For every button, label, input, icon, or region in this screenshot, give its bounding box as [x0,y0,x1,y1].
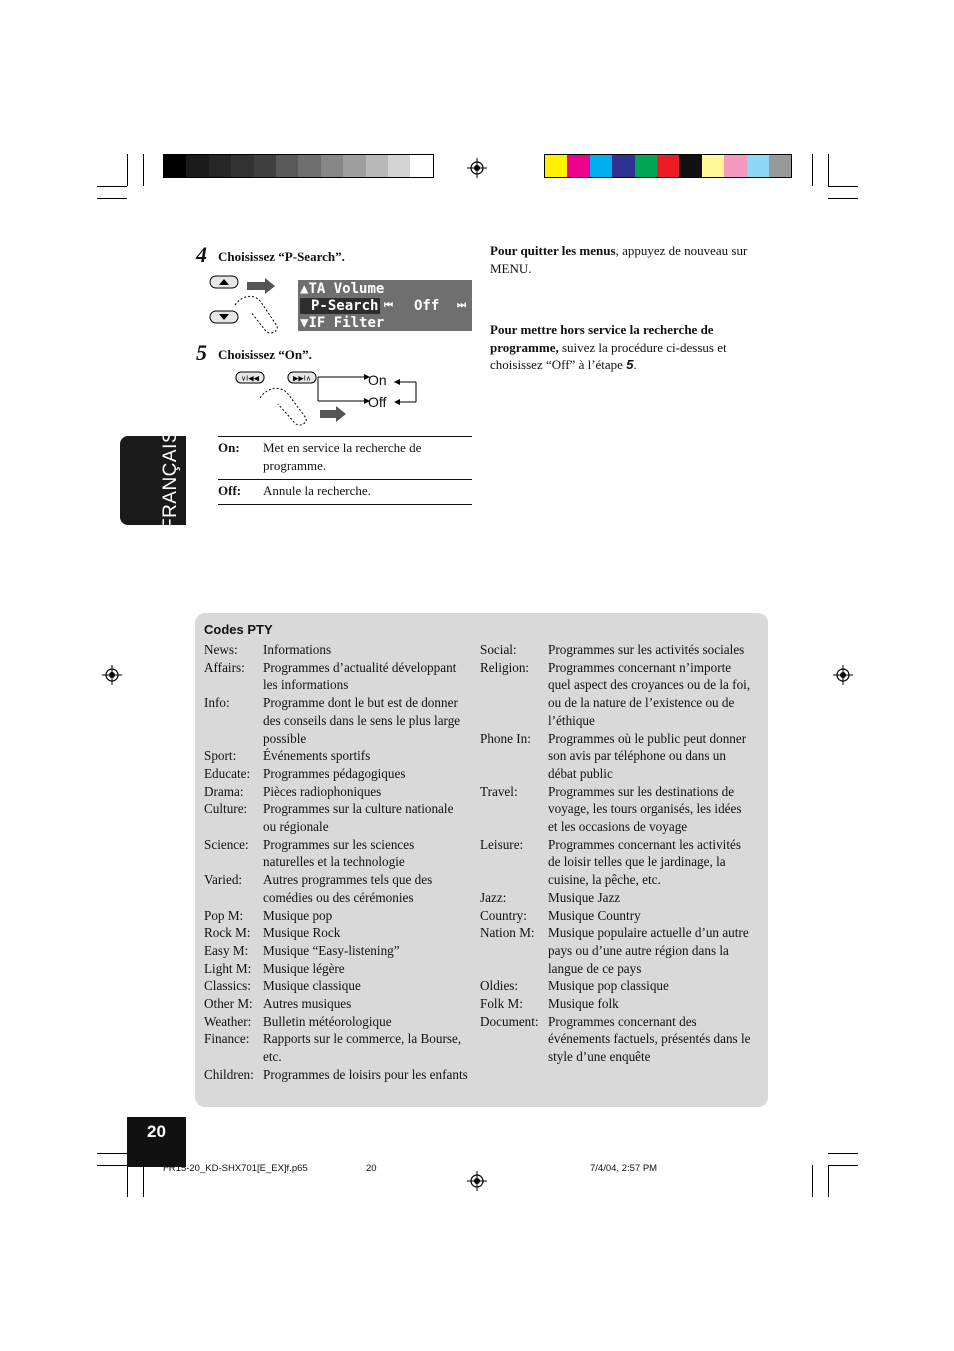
pty-description: Programmes de loisirs pour les enfants [263,1066,468,1082]
pty-entry [204,694,468,747]
crop-mark [812,1165,813,1197]
gray-swatch [343,155,365,177]
pty-description: Autres programmes tels que des comédies ou des cérémonies [263,872,433,905]
pty-description: Programmes sur les sciences naturelles et la technologie [263,836,415,870]
crop-mark [828,1165,829,1197]
pty-entry [480,907,752,925]
next-icon: ⏭ [457,300,466,311]
gray-swatch [410,155,432,177]
registration-mark-icon [467,158,487,178]
pty-entry [204,641,468,659]
pty-code: Country: [480,907,527,923]
pty-description: Musique Rock [263,925,341,941]
left-right-buttons-illustration [230,366,422,428]
gray-swatch [231,155,253,177]
pty-entry [204,924,468,942]
pty-entry [480,730,752,783]
pty-entry [480,783,752,836]
pty-description: Bulletin météorologique [263,1013,392,1029]
color-swatch [769,155,791,177]
pty-codes-title: Codes PTY [204,622,273,637]
gray-swatch [388,155,410,177]
page-number: 20 [127,1117,186,1167]
pty-code: Info: [204,695,230,711]
gray-swatch [186,155,208,177]
pty-code: Nation M: [480,925,535,941]
scroll-up-icon: ▲ [300,281,309,297]
gray-swatch [366,155,388,177]
pty-code: News: [204,642,238,657]
pty-code: Travel: [480,783,518,799]
definition-key: Off: [218,483,242,498]
scroll-down-icon: ▼ [300,315,309,331]
svg-text:▶▶I∧: ▶▶I∧ [293,374,311,383]
pty-description: Programmes pédagogiques [263,765,406,781]
pty-entry [480,836,752,889]
pty-description: Programmes où le public peut donner son avis par téléphone ou dans un débat public [548,730,747,781]
crop-mark [97,186,127,187]
lcd-display [298,280,472,331]
pty-description: Rapports sur le commerce, la Bourse, etc. [263,1031,462,1065]
step-5-number: 5 [196,340,207,365]
crop-mark [97,1165,127,1166]
pty-description: Programmes sur les destinations de voyage, les tours organisés, les idées et les occasions de voyage [548,783,742,835]
pty-code: Folk M: [480,996,523,1012]
pty-description: Musique légère [263,960,345,976]
gray-swatch [254,155,276,177]
pty-code: Sport: [204,748,237,764]
pty-code: Varied: [204,872,243,888]
pty-entry [480,995,752,1013]
crop-mark [828,198,858,199]
diagram-off-label: Off [368,394,387,410]
pty-entry [204,747,468,765]
pty-entry [204,836,468,871]
pty-description: Programmes sur la culture nationale ou régionale [263,801,454,835]
gray-swatch [298,155,320,177]
step-5-text: Choisissez “On”. [218,347,312,362]
language-tab-label: FRANÇAIS [160,429,181,531]
color-swatch [545,155,567,177]
crop-mark [828,154,829,186]
pty-entry [204,765,468,783]
color-swatch [657,155,679,177]
pty-entry [480,641,752,659]
diagram-on-label: On [368,372,387,388]
gray-swatch [276,155,298,177]
pty-description: Musique pop classique [548,978,669,994]
definition-value: Annule la recherche. [263,483,371,498]
pty-entry [204,960,468,978]
color-swatch [590,155,612,177]
pty-entry [204,1030,468,1065]
grayscale-calibration-bar [163,154,434,178]
pty-code: Pop M: [204,907,244,923]
pty-codes-left-column [204,641,468,1084]
color-swatch [612,155,634,177]
pty-entry [480,924,752,977]
crop-mark [828,1165,858,1166]
crop-mark [97,1153,127,1154]
pty-entry [480,977,752,995]
pty-entry [204,783,468,801]
pty-description: Musique classique [263,978,361,994]
crop-mark [143,1165,144,1197]
disable-search-text: suivez la procédure ci-dessus et choisissez “Off” à l’étape [490,339,727,372]
up-down-buttons-illustration [207,272,297,336]
pty-code: Religion: [480,659,530,675]
pty-description: Musique populaire actuelle d’un autre pays ou d’une autre région dans la langue de ce pays [548,925,749,976]
lcd-row-2-label: P-Search [300,298,380,314]
definition-key: On: [218,440,240,455]
pty-description: Événements sportifs [263,748,371,764]
lcd-row-1 [300,281,384,297]
quit-menus-heading: Pour quitter les menus [490,243,616,258]
crop-mark [127,154,128,186]
footer-page: 20 [366,1163,377,1174]
gray-swatch [209,155,231,177]
lcd-row-2 [300,298,470,314]
pty-description: Informations [263,642,332,657]
quit-menus-text: , appuyez de nouveau sur MENU. [490,243,748,276]
pty-entry [204,995,468,1013]
pty-code: Children: [204,1066,254,1082]
step-4-text: Choisissez “P-Search”. [218,249,345,264]
color-swatch [567,155,589,177]
prev-icon: ⏮ [384,300,393,311]
pty-description: Programmes concernant les activités de loisir telles que le jardinage, la cuisine, la pêche, etc. [548,836,741,888]
pty-entry [204,907,468,925]
color-swatch [724,155,746,177]
pty-code: Leisure: [480,836,524,852]
disable-search-heading: Pour mettre hors service la recherche de programme, [490,322,714,355]
pty-description: Musique pop [263,907,333,923]
footer-filename: FR15-20_KD-SHX701[E_EX]f.p65 [163,1163,308,1174]
crop-mark [143,154,144,186]
definition-value: Met en service la recherche de programme. [263,440,422,473]
lcd-row-2-value: Off [414,298,440,314]
pty-code: Rock M: [204,925,251,941]
color-swatch [747,155,769,177]
pty-code: Jazz: [480,889,507,905]
pty-description: Musique Jazz [548,889,621,905]
pty-code: Easy M: [204,942,249,958]
step-4-number: 4 [196,242,207,267]
pty-entry [480,659,752,730]
pty-code: Document: [480,1013,539,1029]
pty-code: Science: [204,836,249,852]
pty-description: Programmes concernant des événements factuels, présentés dans le style d’une enquête [548,1013,751,1065]
pty-description: Programmes d’actualité développant les informations [263,659,457,693]
disable-search-step-ref: 5 [626,357,634,372]
pty-description: Programme dont le but est de donner des conseils dans le sens le plus large possible [263,695,461,746]
pty-description: Musique Country [548,907,641,923]
definition-row [218,437,472,480]
registration-mark-icon [467,1171,487,1191]
pty-description: Autres musiques [263,996,352,1012]
pty-description: Programmes sur les activités sociales [548,642,745,657]
disable-search-paragraph [490,321,758,374]
pty-entry [480,1013,752,1066]
pty-code: Other M: [204,996,253,1012]
pty-description: Musique “Easy-listening” [263,942,400,958]
pty-description: Pièces radiophoniques [263,783,382,799]
pty-entry [204,1066,468,1084]
pty-code: Classics: [204,978,251,994]
pty-entry [204,800,468,835]
pty-entry [480,889,752,907]
color-swatch [679,155,701,177]
pty-entry [204,659,468,694]
gray-swatch [321,155,343,177]
registration-mark-icon [102,665,122,685]
color-swatch [702,155,724,177]
disable-search-end: . [633,357,637,372]
quit-menus-paragraph [490,242,758,277]
lcd-row-3 [300,315,384,331]
pty-entry [204,1013,468,1031]
crop-mark [812,154,813,186]
lcd-row-3-label: IF Filter [308,315,385,331]
crop-mark [828,1153,858,1154]
svg-text:∨I◀◀: ∨I◀◀ [241,374,259,383]
registration-mark-icon [833,665,853,685]
pty-code: Weather: [204,1013,252,1029]
lcd-row-1-label: TA Volume [308,281,385,297]
pty-code: Drama: [204,783,244,799]
pty-code: Oldies: [480,978,519,994]
pty-entry [204,977,468,995]
pty-code: Culture: [204,801,248,817]
crop-mark [127,1165,128,1197]
pty-entry [204,942,468,960]
on-off-definitions [218,436,472,505]
color-calibration-bar [544,154,792,178]
pty-entry [204,871,468,906]
pty-code: Finance: [204,1031,250,1047]
crop-mark [828,186,858,187]
definition-row [218,480,472,505]
pty-codes-right-column [480,641,752,1066]
crop-mark [97,198,127,199]
pty-code: Social: [480,642,517,657]
gray-swatch [164,155,186,177]
color-swatch [635,155,657,177]
pty-code: Phone In: [480,730,531,746]
footer-date: 7/4/04, 2:57 PM [590,1163,658,1174]
pty-description: Programmes concernant n’importe quel aspect des croyances ou de la foi, ou de la nature de l’existence ou de l’éthique [548,659,751,728]
pty-code: Light M: [204,960,252,976]
pty-description: Musique folk [548,996,619,1012]
pty-code: Affairs: [204,659,245,675]
pty-code: Educate: [204,765,251,781]
